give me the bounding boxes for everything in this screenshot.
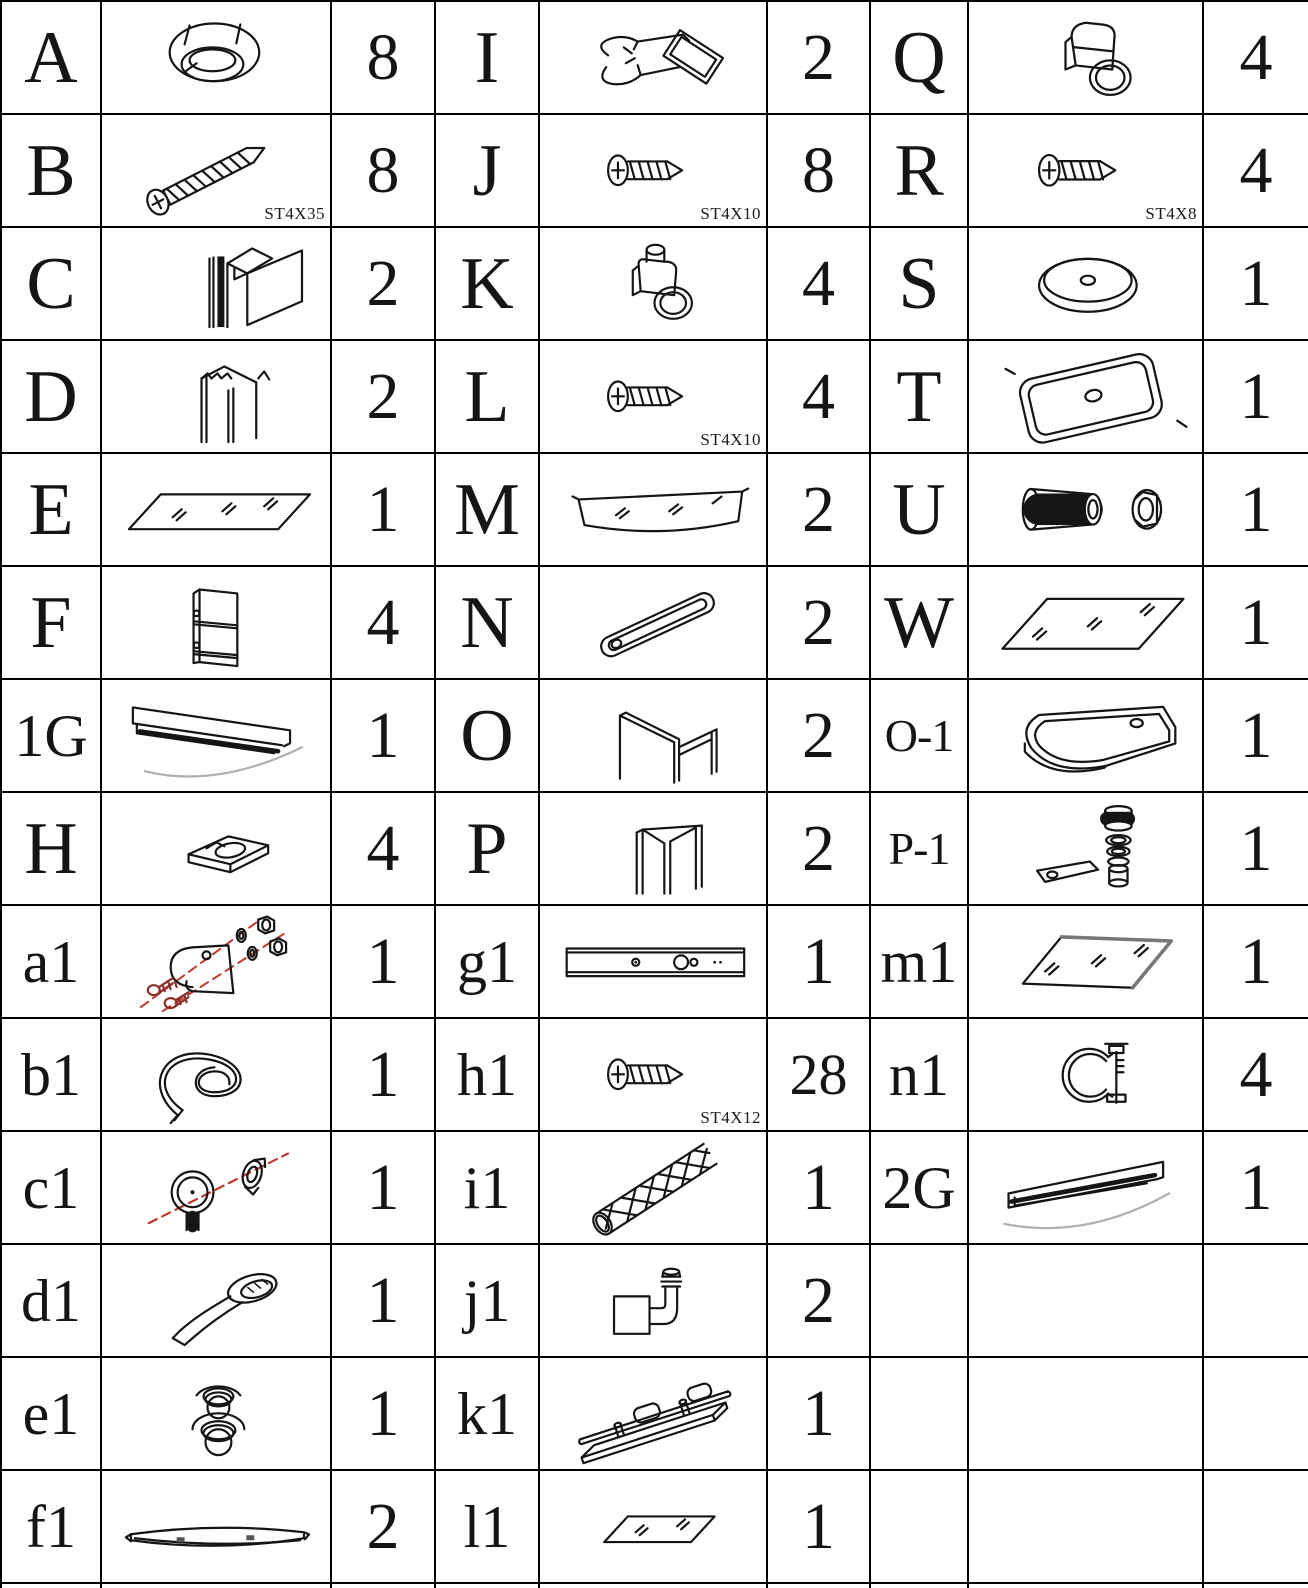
- part-image-cell: [101, 566, 331, 679]
- part-image-cell: [539, 679, 767, 792]
- part-id: R: [894, 129, 944, 212]
- part-id-cell: [1, 1470, 101, 1583]
- bracket-bar-icon: [540, 1359, 766, 1468]
- part-qty-cell: [331, 1018, 435, 1131]
- part-qty-cell: [767, 227, 870, 340]
- part-id-cell: [435, 792, 539, 905]
- curved-strip-icon: [102, 1472, 330, 1581]
- part-id: M: [454, 468, 520, 551]
- part-id-cell: [435, 1131, 539, 1244]
- parts-row: [1, 792, 1308, 905]
- part-image-cell: [968, 905, 1203, 1018]
- part-id-cell: [1, 1244, 101, 1357]
- part-image-cell: [968, 1357, 1203, 1470]
- part-qty: 8: [366, 20, 400, 94]
- part-image-cell: [101, 453, 331, 566]
- part-id-cell: [870, 340, 968, 453]
- part-id-cell: [1, 453, 101, 566]
- part-image-cell: [539, 340, 767, 453]
- wall-fitting-icon: [102, 1133, 330, 1242]
- part-image-cell: [539, 905, 767, 1018]
- part-id: K: [460, 242, 514, 325]
- part-qty: 1: [1239, 1150, 1273, 1224]
- part-id-cell: [1, 1357, 101, 1470]
- part-qty-cell: [767, 340, 870, 453]
- part-id-cell: [435, 1357, 539, 1470]
- partial-cell: [968, 1583, 1203, 1588]
- bracket-plate-icon: [102, 568, 330, 677]
- part-id: Q: [892, 16, 946, 99]
- knobs-icon: [102, 1359, 330, 1468]
- holder-exploded-icon: [102, 907, 330, 1016]
- part-id: l1: [463, 1493, 511, 1560]
- part-image-cell: [101, 340, 331, 453]
- part-qty: 1: [1239, 472, 1273, 546]
- part-image-cell: [539, 566, 767, 679]
- part-qty-cell: [331, 114, 435, 227]
- part-id: I: [474, 16, 500, 99]
- part-qty-cell: [767, 1244, 870, 1357]
- part-image-cell: [968, 566, 1203, 679]
- part-qty-cell: [767, 1, 870, 114]
- part-image-cell: [101, 1244, 331, 1357]
- part-qty-cell: [767, 566, 870, 679]
- pipe-nut-icon: [969, 455, 1202, 564]
- part-image-cell: [539, 1470, 767, 1583]
- part-id-cell: [435, 453, 539, 566]
- part-spec-note: ST4X10: [700, 204, 761, 223]
- part-qty: 2: [366, 1489, 400, 1563]
- parts-table-body: [1, 1, 1308, 1588]
- part-image-cell: [968, 1470, 1203, 1583]
- part-id-cell: [870, 1357, 968, 1470]
- part-id: e1: [22, 1380, 80, 1447]
- part-id-cell: [870, 566, 968, 679]
- part-qty: 2: [802, 20, 835, 94]
- part-qty: 2: [802, 811, 835, 885]
- part-qty-cell: [331, 227, 435, 340]
- part-qty: 2: [366, 359, 400, 433]
- bar-holes-icon: [540, 907, 766, 1016]
- part-image-cell: [968, 679, 1203, 792]
- partial-cell: [767, 1583, 870, 1588]
- part-qty-cell: [331, 792, 435, 905]
- parts-row: [1, 1244, 1308, 1357]
- part-image-cell: [968, 1131, 1203, 1244]
- part-id: W: [884, 581, 954, 664]
- part-image-cell: [968, 227, 1203, 340]
- part-qty: 1: [1239, 811, 1273, 885]
- part-id-cell: [1, 1, 101, 114]
- parts-row: [1, 566, 1308, 679]
- part-qty-cell: [1203, 1244, 1308, 1357]
- part-id-cell: [1, 905, 101, 1018]
- part-spec-note: ST4X35: [264, 204, 325, 223]
- part-image-cell: [968, 1244, 1203, 1357]
- parts-row: [1, 453, 1308, 566]
- part-qty: 4: [802, 359, 835, 433]
- parts-row: [1, 1018, 1308, 1131]
- part-qty: 1: [366, 472, 400, 546]
- part-id: S: [898, 242, 940, 325]
- part-id-cell: [870, 114, 968, 227]
- part-id-cell: [870, 792, 968, 905]
- roller-pin-icon: [540, 229, 766, 338]
- part-qty: 1: [366, 1150, 400, 1224]
- part-id: m1: [880, 928, 958, 995]
- partial-cell: [539, 1583, 767, 1588]
- part-id: j1: [463, 1267, 511, 1334]
- part-id: H: [24, 807, 78, 890]
- elbow-icon: [540, 1246, 766, 1355]
- glass-small-icon: [540, 1472, 766, 1581]
- part-qty: 4: [1239, 20, 1273, 94]
- part-qty-cell: [331, 1470, 435, 1583]
- part-qty: 1: [1239, 359, 1273, 433]
- clamp-ring-icon: [969, 1020, 1202, 1129]
- parts-row: [1, 679, 1308, 792]
- part-qty: 1: [802, 1150, 835, 1224]
- part-id-cell: [1, 1131, 101, 1244]
- part-id: L: [464, 355, 510, 438]
- partial-cell: [331, 1583, 435, 1588]
- part-qty-cell: [1203, 227, 1308, 340]
- clip-icon: [102, 794, 330, 903]
- part-qty-cell: [1203, 1131, 1308, 1244]
- part-qty-cell: [331, 1357, 435, 1470]
- part-qty-cell: [1203, 566, 1308, 679]
- part-qty-cell: [1203, 114, 1308, 227]
- part-qty-cell: [331, 1, 435, 114]
- part-id: c1: [22, 1154, 80, 1221]
- handshower-icon: [102, 1246, 330, 1355]
- part-id-cell: [1, 792, 101, 905]
- part-id-cell: [1, 340, 101, 453]
- part-id-cell: [870, 1, 968, 114]
- part-qty-cell: [331, 905, 435, 1018]
- part-id-cell: [435, 1018, 539, 1131]
- part-image-cell: [101, 1470, 331, 1583]
- magnet-seal-icon: [540, 3, 766, 112]
- part-id: f1: [26, 1493, 76, 1560]
- part-id-cell: [1, 1018, 101, 1131]
- part-id: P-1: [888, 822, 950, 874]
- part-image-cell: [968, 1018, 1203, 1131]
- part-image-cell: [101, 1131, 331, 1244]
- part-qty: 1: [366, 1263, 400, 1337]
- part-qty: 2: [802, 472, 835, 546]
- part-qty-cell: [331, 453, 435, 566]
- part-qty-cell: [767, 679, 870, 792]
- glass-panel-icon: [969, 568, 1202, 677]
- part-image-cell: [968, 1, 1203, 114]
- part-id-cell: [870, 453, 968, 566]
- part-id: i1: [463, 1154, 511, 1221]
- part-qty-cell: [1203, 905, 1308, 1018]
- part-qty-cell: [331, 1131, 435, 1244]
- part-id-cell: [870, 1131, 968, 1244]
- part-qty-cell: [1203, 1, 1308, 114]
- part-qty: 4: [1239, 133, 1273, 207]
- part-image-cell: [539, 114, 767, 227]
- glass-square-icon: [969, 907, 1202, 1016]
- part-id-cell: [1, 566, 101, 679]
- part-qty-cell: [1203, 340, 1308, 453]
- part-id-cell: [435, 905, 539, 1018]
- part-id: d1: [21, 1267, 81, 1334]
- part-image-cell: [539, 1131, 767, 1244]
- part-spec-note: ST4X8: [1145, 204, 1197, 223]
- roller-icon: [969, 3, 1202, 112]
- part-id: C: [26, 242, 76, 325]
- part-qty-cell: [331, 1244, 435, 1357]
- partial-cell: [435, 1583, 539, 1588]
- part-image-cell: [539, 1018, 767, 1131]
- part-id-cell: [870, 1244, 968, 1357]
- partial-cell: [1, 1583, 101, 1588]
- part-qty-cell: [331, 679, 435, 792]
- part-id-cell: [870, 1018, 968, 1131]
- part-id-cell: [870, 227, 968, 340]
- rail-top-icon: [969, 1133, 1202, 1242]
- part-qty: 1: [366, 1376, 400, 1450]
- part-image-cell: [539, 792, 767, 905]
- part-qty: 1: [802, 1489, 835, 1563]
- part-id: B: [26, 129, 76, 212]
- parts-row: [1, 1470, 1308, 1583]
- part-qty-cell: [1203, 679, 1308, 792]
- part-id-cell: [435, 1244, 539, 1357]
- part-image-cell: [101, 1357, 331, 1470]
- part-id-cell: [1, 114, 101, 227]
- cap-disc-icon: [969, 229, 1202, 338]
- part-qty-cell: [1203, 1470, 1308, 1583]
- part-qty-cell: [767, 1018, 870, 1131]
- part-image-cell: [101, 227, 331, 340]
- part-qty-cell: [1203, 1357, 1308, 1470]
- part-image-cell: [101, 1018, 331, 1131]
- part-qty: 1: [1239, 585, 1273, 659]
- glass-narrow-icon: [102, 455, 330, 564]
- part-id: g1: [457, 928, 517, 995]
- part-image-cell: [101, 1, 331, 114]
- part-qty: 28: [789, 1041, 848, 1107]
- part-id: U: [892, 468, 946, 551]
- part-id: A: [24, 16, 78, 99]
- part-image-cell: [101, 792, 331, 905]
- u-profile-icon: [540, 794, 766, 903]
- corner-profile-icon: [540, 681, 766, 790]
- part-id-cell: [435, 1, 539, 114]
- part-id-cell: [435, 340, 539, 453]
- part-image-cell: [968, 453, 1203, 566]
- parts-row: [1, 227, 1308, 340]
- part-id: 2G: [882, 1154, 956, 1221]
- part-id-cell: [870, 1470, 968, 1583]
- part-id-cell: [435, 679, 539, 792]
- part-qty: 4: [366, 585, 400, 659]
- part-qty: 1: [1239, 698, 1273, 772]
- part-id: O: [460, 694, 514, 777]
- part-id-cell: [1, 679, 101, 792]
- part-qty-cell: [1203, 453, 1308, 566]
- rail-bottom-icon: [102, 681, 330, 790]
- part-qty: 4: [1239, 1037, 1273, 1111]
- part-qty: 8: [366, 133, 400, 207]
- part-image-cell: [539, 1244, 767, 1357]
- part-qty: 1: [802, 1376, 835, 1450]
- part-qty: 4: [802, 246, 835, 320]
- part-qty: 1: [1239, 924, 1273, 998]
- part-qty: 2: [802, 1263, 835, 1337]
- part-id: O-1: [884, 709, 954, 761]
- part-id: E: [28, 468, 74, 551]
- part-image-cell: [101, 679, 331, 792]
- part-id: 1G: [14, 702, 88, 769]
- part-id: h1: [457, 1041, 517, 1108]
- glass-curved-icon: [540, 455, 766, 564]
- grommet-icon: [102, 3, 330, 112]
- part-qty: 2: [366, 246, 400, 320]
- part-qty-cell: [767, 114, 870, 227]
- part-id: F: [30, 581, 72, 664]
- part-qty-cell: [767, 453, 870, 566]
- part-qty: 1: [1239, 246, 1273, 320]
- tray-quadrant-icon: [969, 681, 1202, 790]
- parts-row: [1, 114, 1308, 227]
- partial-cell: [870, 1583, 968, 1588]
- part-id: P: [466, 807, 508, 890]
- wall-profile-icon: [102, 229, 330, 338]
- handle-icon: [540, 568, 766, 677]
- part-qty: 1: [802, 924, 835, 998]
- partial-next-row: [1, 1583, 1308, 1588]
- part-id-cell: [435, 114, 539, 227]
- part-id: T: [896, 355, 942, 438]
- part-qty-cell: [767, 1131, 870, 1244]
- part-id: N: [460, 581, 514, 664]
- part-qty-cell: [767, 1470, 870, 1583]
- part-image-cell: [968, 340, 1203, 453]
- part-image-cell: [968, 114, 1203, 227]
- part-qty: 1: [366, 1037, 400, 1111]
- part-image-cell: [539, 1, 767, 114]
- hose-loop-icon: [102, 1020, 330, 1129]
- tray-flat-icon: [969, 342, 1202, 451]
- part-id-cell: [435, 227, 539, 340]
- parts-row: [1, 1357, 1308, 1470]
- part-qty-cell: [767, 792, 870, 905]
- part-spec-note: ST4X10: [700, 430, 761, 449]
- part-qty-cell: [767, 1357, 870, 1470]
- drain-icon: [969, 794, 1202, 903]
- part-id: k1: [457, 1380, 517, 1447]
- part-qty-cell: [331, 340, 435, 453]
- part-id: b1: [21, 1041, 81, 1108]
- part-image-cell: [539, 453, 767, 566]
- part-id: a1: [22, 928, 80, 995]
- part-image-cell: [968, 792, 1203, 905]
- part-id-cell: [435, 1470, 539, 1583]
- part-qty: 1: [366, 924, 400, 998]
- part-image-cell: [539, 227, 767, 340]
- part-qty-cell: [767, 905, 870, 1018]
- part-qty: 2: [802, 698, 835, 772]
- seal-profile-icon: [102, 342, 330, 451]
- part-image-cell: [539, 1357, 767, 1470]
- parts-row: [1, 340, 1308, 453]
- part-id: D: [24, 355, 78, 438]
- part-qty-cell: [1203, 1018, 1308, 1131]
- part-image-cell: [101, 114, 331, 227]
- part-qty-cell: [331, 566, 435, 679]
- parts-row: [1, 1131, 1308, 1244]
- part-qty: 4: [366, 811, 400, 885]
- part-image-cell: [101, 905, 331, 1018]
- part-id: J: [472, 129, 502, 212]
- part-id-cell: [870, 905, 968, 1018]
- part-qty: 1: [366, 698, 400, 772]
- part-id-cell: [1, 227, 101, 340]
- part-qty: 2: [802, 585, 835, 659]
- braided-hose-icon: [540, 1133, 766, 1242]
- partial-cell: [101, 1583, 331, 1588]
- part-qty-cell: [1203, 792, 1308, 905]
- parts-row: [1, 905, 1308, 1018]
- part-id: n1: [889, 1041, 949, 1108]
- part-spec-note: ST4X12: [700, 1108, 761, 1127]
- part-qty: 8: [802, 133, 835, 207]
- part-id-cell: [435, 566, 539, 679]
- part-id-cell: [870, 679, 968, 792]
- partial-cell: [1203, 1583, 1308, 1588]
- parts-row: [1, 1, 1308, 114]
